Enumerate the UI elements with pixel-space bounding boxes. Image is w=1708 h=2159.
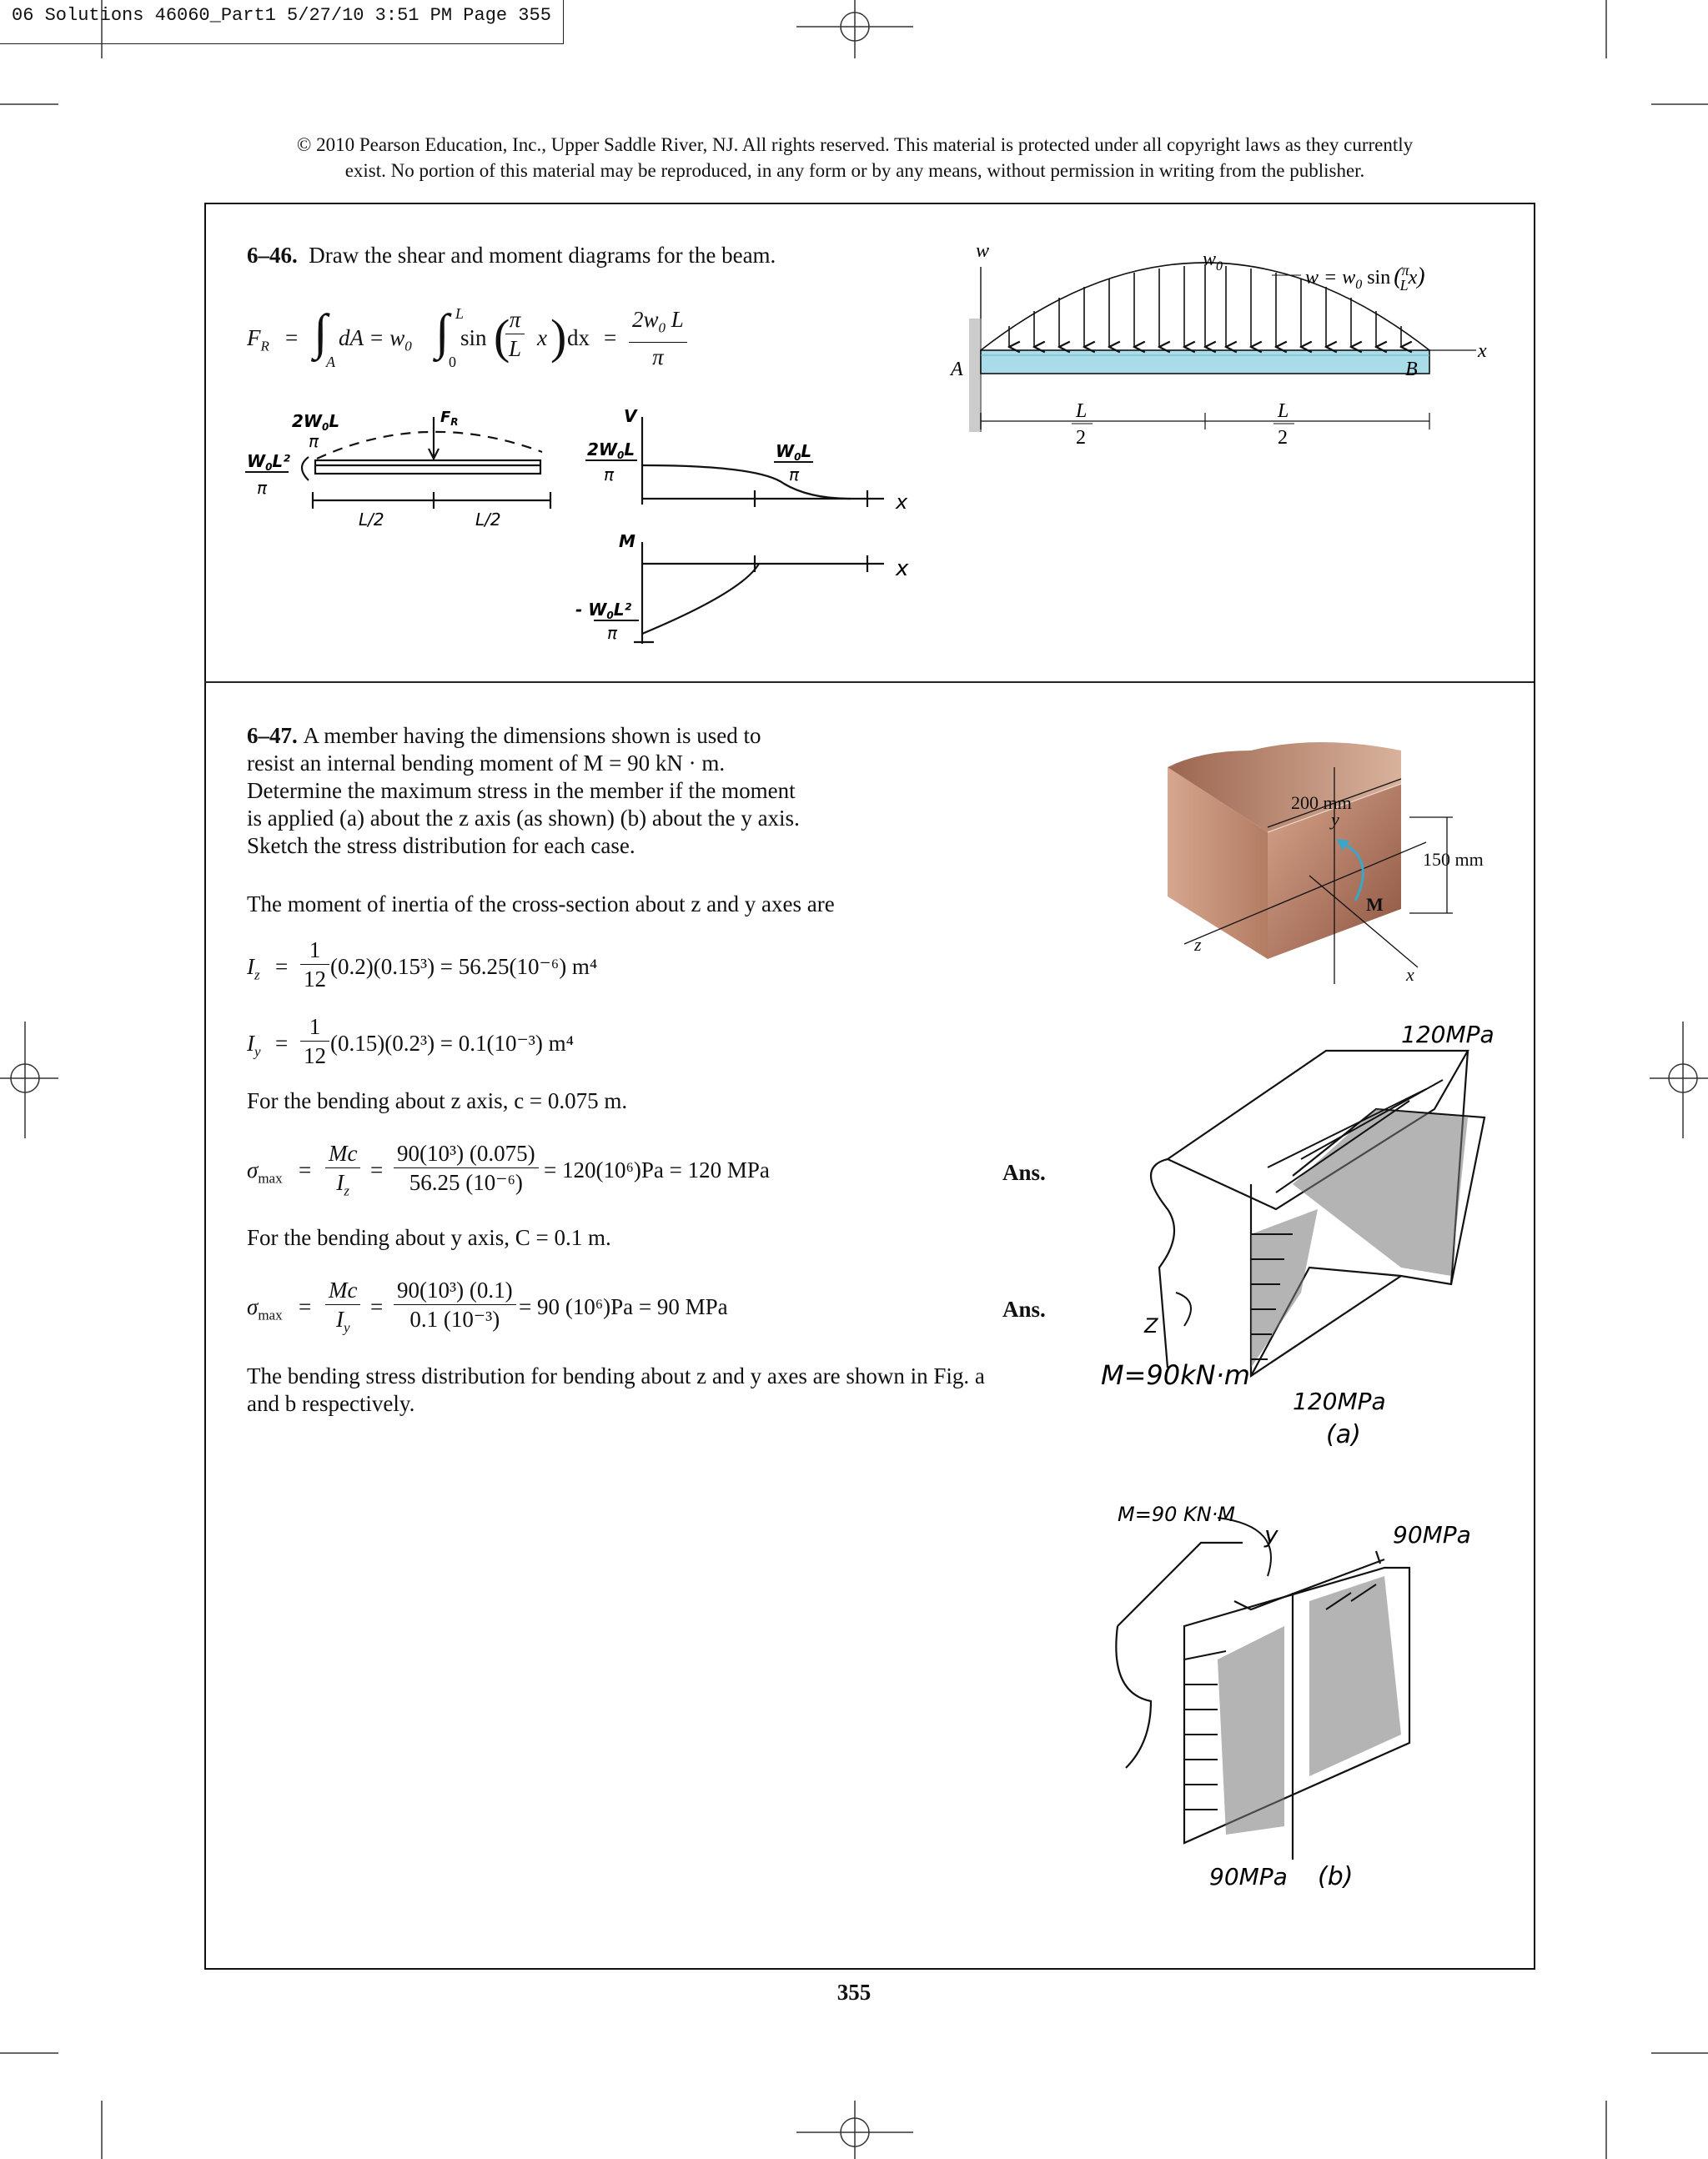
v-peak-pi: π — [604, 464, 615, 485]
fbd-moment-pi: π — [257, 478, 268, 498]
m-low-value: - $W_0L^2$ — [575, 600, 632, 621]
fr-sub: R — [260, 338, 269, 354]
eq-num: 2w — [632, 307, 659, 332]
iz-den: I — [336, 1170, 344, 1195]
iz-rhs: (0.2)(0.15³) = 56.25(10⁻⁶) m⁴ — [330, 954, 598, 979]
iz-twelve: 12 — [304, 967, 326, 992]
fbd-fr-value: $2W_0L$ — [292, 411, 340, 433]
p47-sketch-a — [1101, 1017, 1518, 1451]
eq-num-sub: 0 — [658, 319, 666, 336]
p47-line-1: A member having the dimensions shown is used to — [303, 723, 761, 748]
eq-sin: sin — [460, 325, 487, 350]
ans-y: Ans. — [1002, 1297, 1046, 1322]
dim-150mm: 150 mm — [1423, 849, 1484, 870]
fig-moment-label: M — [1366, 894, 1384, 915]
iy-rhs: (0.15)(0.2³) = 0.1(10⁻³) m⁴ — [330, 1031, 575, 1056]
eq-dx: dx — [567, 325, 590, 350]
fbd-half-2: L/2 — [475, 510, 501, 530]
m-axis-label: M — [619, 531, 635, 551]
sketch-b-right-stress: 90MPa — [1393, 1521, 1471, 1549]
bend-z-text: For the bending about z axis, c = 0.075 m. — [247, 1088, 628, 1113]
p47-number: 6–47. — [247, 723, 298, 748]
dim-2-1: 2 — [1076, 427, 1086, 449]
p46-fbd-sketch — [242, 400, 592, 542]
print-slug: 06 Solutions 46060_Part1 5/27/10 3:51 PM Page 355 — [0, 0, 564, 44]
sketch-a-top-stress: 120MPa — [1401, 1021, 1494, 1048]
L-den: L — [509, 336, 522, 361]
iy-den: I — [335, 1307, 344, 1332]
pi-den: π — [652, 344, 664, 370]
dim-L-1: L — [1076, 400, 1088, 422]
iz-den-sub: z — [344, 1182, 350, 1199]
p47-line-3: Determine the maximum stress in the member if the moment — [247, 778, 796, 803]
eq-mid-sub: 0 — [404, 338, 412, 354]
w0-label: $w_0$ — [1203, 249, 1223, 274]
point-B: B — [1405, 359, 1418, 380]
lim-A: A — [326, 354, 335, 370]
dim-2-2: 2 — [1278, 427, 1288, 449]
p46-text: Draw the shear and moment diagrams for the beam. — [309, 243, 776, 268]
p47-sketch-b — [1101, 1493, 1518, 1901]
sigma-z-sub: max — [258, 1170, 283, 1187]
iz-symbol: I — [247, 954, 254, 979]
iz-one: 1 — [300, 936, 329, 965]
m-x-label: x — [896, 556, 909, 581]
sketch-a-z: Z — [1144, 1314, 1158, 1338]
lim-0: 0 — [449, 354, 456, 370]
dim-L-2: L — [1278, 400, 1289, 422]
load-equation: $w = w_0$ sin ($^\pi$ Lx) — [1305, 262, 1425, 294]
v-axis-label: V — [624, 406, 637, 426]
iy-symbol: I — [247, 1031, 254, 1056]
sketch-a-bottom-stress: 120MPa — [1293, 1388, 1386, 1415]
p46-number: 6–46. — [247, 243, 298, 268]
sketch-a-label: (a) — [1326, 1420, 1361, 1449]
bend-y-text: For the bending about y axis, C = 0.1 m. — [247, 1225, 611, 1250]
p47-line-4: is applied (a) about the z axis (as shown) (b) about the y axis. — [247, 806, 800, 831]
z-num: 90(10³) (0.075) — [394, 1139, 539, 1168]
iy-twelve: 12 — [304, 1043, 326, 1068]
fbd-moment-value: $W_0L^2$ — [247, 451, 290, 473]
p46-statement — [247, 242, 776, 269]
p47-line-2: resist an internal bending moment of M = 90 kN · m. — [247, 751, 726, 776]
lim-L: L — [455, 305, 465, 322]
eq-mid: dA = w — [339, 325, 405, 350]
copyright-line-1: © 2010 Pearson Education, Inc., Upper Saddle River, NJ. All rights reserved. This material is protected under all copyright laws as they currently — [296, 134, 1414, 155]
v-peak-value: $2W_0L$ — [587, 439, 635, 461]
fr-symbol: F — [247, 325, 261, 350]
fig-z-axis: z — [1194, 934, 1202, 955]
sketch-b-label: (b) — [1318, 1862, 1354, 1891]
p47-intro: The moment of inertia of the cross-section about z and y axes are — [247, 891, 835, 916]
problem-divider — [204, 681, 1534, 683]
point-A: A — [951, 359, 963, 380]
ans-z: Ans. — [1002, 1160, 1046, 1185]
iz-sub: z — [254, 967, 260, 983]
sketch-b-y: y — [1264, 1521, 1278, 1549]
p47-closing — [247, 1363, 985, 1418]
m-low-pi: π — [607, 623, 618, 643]
eq-x: x — [537, 325, 547, 350]
dim-200mm: 200 mm — [1291, 792, 1352, 813]
iy-sub: y — [254, 1043, 261, 1060]
p46-shear-moment-sketch — [575, 400, 951, 650]
y-num: 90(10³) (0.1) — [394, 1276, 516, 1305]
sketch-b-bottom-stress: 90MPa — [1209, 1863, 1288, 1890]
fbd-fr-label: $F_R$ — [440, 409, 459, 428]
fbd-half-1: L/2 — [359, 510, 384, 530]
y-result: = 90 (10⁶)Pa = 90 MPa — [519, 1294, 728, 1319]
iy-one: 1 — [300, 1012, 329, 1042]
copyright-notice — [208, 132, 1501, 183]
iy-den-sub: y — [343, 1319, 350, 1336]
sigma-y-symbol: σ — [247, 1294, 259, 1319]
sigma-z-symbol: σ — [247, 1157, 259, 1182]
mc-z: Mc — [325, 1139, 360, 1168]
fig-x-axis: x — [1406, 964, 1414, 984]
copyright-line-2: exist. No portion of this material may be reproduced, in any form or by any means, without permission in writing from the publisher. — [344, 160, 1365, 181]
mc-y: Mc — [325, 1276, 360, 1305]
v-x-label: x — [896, 490, 908, 514]
p47-statement — [247, 722, 822, 860]
w-axis-label: w — [976, 242, 990, 262]
closing-line-2: and b respectively. — [247, 1391, 415, 1416]
p47-line-5: Sketch the stress distribution for each case. — [247, 833, 635, 858]
y-den: 0.1 (10⁻³) — [409, 1307, 500, 1332]
pi-num: π — [505, 305, 525, 334]
sketch-a-moment: M=90kN·m — [1101, 1359, 1250, 1391]
closing-line-1: The bending stress distribution for bending about z and y axes are shown in Fig. a — [247, 1363, 985, 1388]
fig-y-axis: y — [1331, 809, 1339, 830]
page-number: 355 — [836, 1980, 872, 2005]
z-den: 56.25 (10⁻⁶) — [409, 1170, 523, 1195]
sigma-y-sub: max — [258, 1307, 283, 1323]
p46-beam-figure — [942, 242, 1526, 450]
eq-num-tail: L — [671, 307, 684, 332]
x-axis-label: x — [1478, 340, 1487, 362]
v-mid-pi: π — [789, 464, 800, 485]
sketch-b-moment: M=90 KN·M — [1118, 1503, 1236, 1526]
z-result: = 120(10⁶)Pa = 120 MPa — [544, 1157, 770, 1182]
v-mid-value: $W_0L$ — [776, 441, 812, 463]
p47-block-figure — [1151, 734, 1501, 984]
fbd-fr-pi: π — [309, 431, 319, 451]
